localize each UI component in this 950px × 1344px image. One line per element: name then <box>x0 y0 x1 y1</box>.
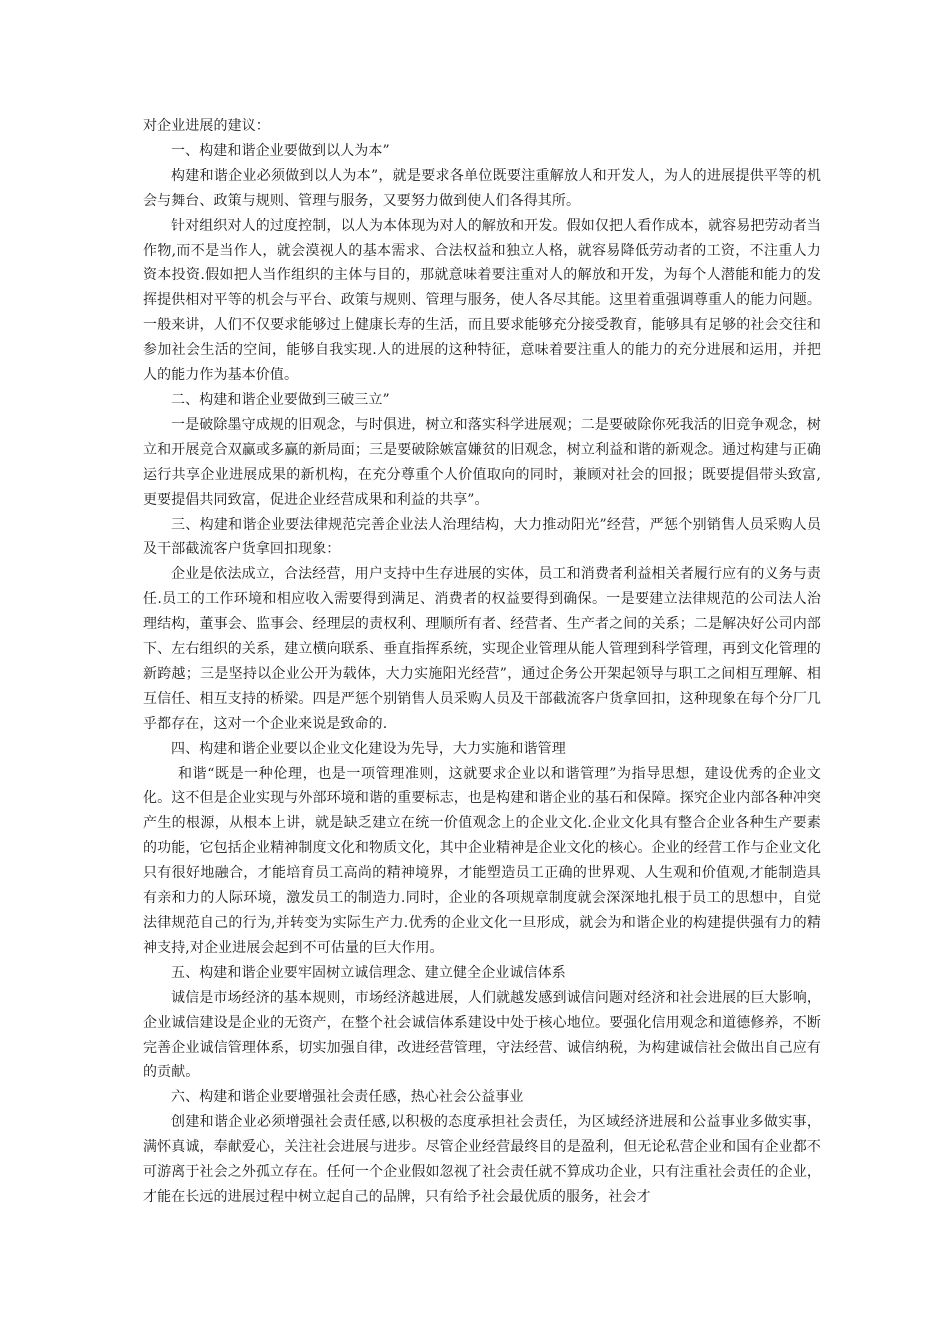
section-heading-6: 六、构建和谐企业要增强社会责任感，热心社会公益事业 <box>171 1089 524 1106</box>
section-heading-1: 一、构建和谐企业要做到以人为本” <box>171 142 390 159</box>
section-1-paragraph-1: 构建和谐企业必须做到以人为本”，就是要求各单位既要注重解放人和开发人，为人的进展提供平等的机会与舞台、政策与规则、管理与服务，又要努力做到使人们各得其所。 <box>143 167 821 209</box>
section-5-paragraph: 诚信是市场经济的基本规则，市场经济越进展，人们就越发感到诚信问题对经济和社会进展的巨大影响，企业诚信建设是企业的无资产，在整个社会诚信体系建设中处于核心地位。要强化信用观念和道德修养，不断完善企业诚信管理体系，切实加强自律，改进经营管理，守法经营、诚信纳税，为构建诚信社会做出自己应有的贡献。 <box>143 989 821 1081</box>
section-2-paragraph: 一是破除墨守成规的旧观念，与时俱进，树立和落实科学进展观；二是要破除你死我活的旧竞争观念，树立和开展竞合双赢或多赢的新局面；三是要破除嫉富嫌贫的旧观念，树立利益和谐的新观念。通过构建与正确运行共享企业进展成果的新机构，在充分尊重个人价值取向的同时，兼顾对社会的回报；既要提倡带头致富,更要提倡共同致富，促进企业经营成果和利益的共享”。 <box>143 416 821 508</box>
document-page <box>143 114 821 1210</box>
section-heading-2: 二、构建和谐企业要做到三破三立” <box>171 391 390 408</box>
section-6-paragraph: 创建和谐企业必须增强社会责任感,以积极的态度承担社会责任，为区域经济进展和公益事业多做实事，满怀真诚，奉献爱心，关注社会进展与进步。尽管企业经营最终目的是盈利，但无论私营企业和国有企业都不可游离于社会之外孤立存在。任何一个企业假如忽视了社会责任就不算成功企业，只有注重社会责任的企业，才能在长远的进展过程中树立起自己的品牌，只有给予社会最优质的服务，社会才 <box>143 1114 821 1205</box>
section-1-paragraph-2: 针对组织对人的过度控制，以人为本体现为对人的解放和开发。假如仅把人看作成本，就容易把劳动者当作物,而不是当作人，就会漠视人的基本需求、合法权益和独立人格，就容易降低劳动者的工资，不注重人力资本投资.假如把人当作组织的主体与目的，那就意味着要注重对人的解放和开发，为每个人潜能和能力的发挥提供相对平等的机会与平台、政策与规则、管理与服务，使人各尽其能。这里着重强调尊重人的能力问题。一般来讲，人们不仅要求能够过上健康长寿的生活，而且要求能够充分接受教育，能够具有足够的社会交往和参加社会生活的空间，能够自我实现.人的进展的这种特征，意味着要注重人的能力的充分进展和运用，并把人的能力作为基本价值。 <box>143 217 821 384</box>
section-heading-5: 五、构建和谐企业要牢固树立诚信理念、建立健全企业诚信体系 <box>171 964 566 981</box>
section-4-paragraph: 和谐“既是一种伦理，也是一项管理准则，这就要求企业以和谐管理”为指导思想，建设优秀的企业文化。这不但是企业实现与外部环境和谐的重要标志，也是构建和谐企业的基石和保障。探究企业内部各种冲突产生的根源，从根本上讲，就是缺乏建立在统一价值观念上的企业文化.企业文化具有整合企业各种生产要素的功能，它包括企业精神制度文化和物质文化，其中企业精神是企业文化的核心。企业的经营工作与企业文化只有很好地融合，才能培育员工高尚的精神境界，才能塑造员工正确的世界观、人生观和价值观,才能制造具有亲和力的人际环境，激发员工的制造力.同时，企业的各项规章制度就会深深地扎根于员工的思想中，自觉法律规范自己的行为,并转变为实际生产力.优秀的企业文化一旦形成，就会为和谐企业的构建提供强有力的精神支持,对企业进展会起到不可估量的巨大作用。 <box>143 765 821 956</box>
section-heading-4: 四、构建和谐企业要以企业文化建设为先导，大力实施和谐管理 <box>171 740 566 757</box>
section-heading-3: 三、构建和谐企业要法律规范完善企业法人治理结构，大力推动阳光”经营，严惩个别销售人员采购人员及干部截流客户货拿回扣现象： <box>143 516 821 558</box>
section-3-paragraph: 企业是依法成立，合法经营，用户支持中生存进展的实体，员工和消费者利益相关者履行应有的义务与责任.员工的工作环境和相应收入需要得到满足、消费者的权益要得到确保。一是要建立法律规范的公司法人治理结构，董事会、监事会、经理层的责权利、理顺所有者、经营者、生产者之间的关系；二是解决好公司内部下、左右组织的关系，建立横向联系、垂直指挥系统，实现企业管理从能人管理到科学管理，再到文化管理的新跨越；三是坚持以企业公开为载体，大力实施阳光经营”，通过企务公开架起领导与职工之间相互理解、相互信任、相互支持的桥梁。四是严惩个别销售人员采购人员及干部截流客户货拿回扣，这种现象在每个分厂几乎都存在，这对一个企业来说是致命的. <box>143 566 821 732</box>
intro-line: 对企业进展的建议： <box>143 118 270 134</box>
